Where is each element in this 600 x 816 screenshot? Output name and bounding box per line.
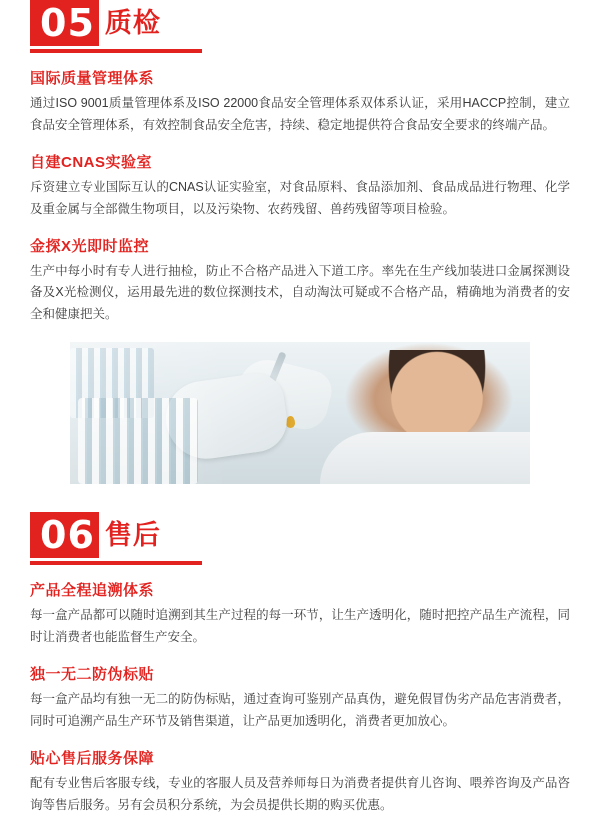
block-text: 斥资建立专业国际互认的CNAS认证实验室，对食品原料、食品添加剂、食品成品进行物理、化学及重金属与全部微生物项目，以及污染物、农药残留、兽药残留等项目检验。 bbox=[30, 179, 570, 216]
banner-underline bbox=[30, 49, 202, 53]
block-text: 每一盒产品均有独一无二的防伪标贴，通过查询可鉴别产品真伪，避免假冒伪劣产品危害消费者，同时可追溯产品生产环节及销售渠道，让产品更加透明化，消费者更加放心。 bbox=[30, 691, 570, 728]
section-number-box bbox=[30, 512, 99, 558]
content-block bbox=[30, 579, 570, 649]
section-number-box bbox=[30, 0, 99, 46]
block-text: 通过ISO 9001质量管理体系及ISO 22000食品安全管理体系双体系认证，采用HACCP控制，建立食品安全管理体系，有效控制食品安全危害，持续、稳定地提供符合食品安全要求的终端产品。 bbox=[30, 96, 570, 132]
section-title: 售后 bbox=[104, 520, 161, 551]
section-number: 06 bbox=[40, 513, 95, 558]
section-title: 质检 bbox=[104, 8, 161, 38]
block-heading: 自建CNAS实验室 bbox=[30, 153, 153, 171]
block-text: 生产中每小时有专人进行抽检，防止不合格产品进入下道工序。率先在生产线加装进口金属探测设备及X光检测仪，运用最先进的数位探测技术，自动淘汰可疑或不合格产品，精确地为消费者的安全和健康把关。 bbox=[30, 263, 570, 322]
section-banner-05 bbox=[30, 0, 202, 53]
banner-row bbox=[30, 0, 202, 46]
content-block bbox=[30, 151, 570, 221]
banner-underline bbox=[30, 561, 202, 565]
section-banner-06 bbox=[30, 512, 202, 565]
section-number: 05 bbox=[40, 1, 95, 45]
block-heading: 独一无二防伪标贴 bbox=[30, 665, 155, 683]
block-heading: 金探X光即时监控 bbox=[30, 237, 150, 255]
content-block bbox=[30, 67, 570, 137]
section-divider bbox=[30, 484, 570, 512]
lab-inspection-photo bbox=[70, 342, 530, 484]
block-heading: 国际质量管理体系 bbox=[30, 70, 155, 87]
content-block bbox=[30, 235, 570, 327]
content-block bbox=[30, 747, 570, 816]
photo-overlay bbox=[70, 342, 530, 484]
block-heading: 贴心售后服务保障 bbox=[30, 749, 155, 767]
block-text: 每一盒产品都可以随时追溯到其生产过程的每一环节，让生产透明化，随时把控产品生产流程，同时让消费者也能监督生产安全。 bbox=[30, 608, 570, 644]
block-text: 配有专业售后客服专线，专业的客服人员及营养师每日为消费者提供育儿咨询、喂养咨询及产品咨询等售后服务。另有会员积分系统，为会员提供长期的购买优惠。 bbox=[30, 775, 570, 812]
banner-row bbox=[30, 512, 202, 558]
photo-background bbox=[70, 342, 530, 484]
block-heading: 产品全程追溯体系 bbox=[30, 582, 155, 600]
